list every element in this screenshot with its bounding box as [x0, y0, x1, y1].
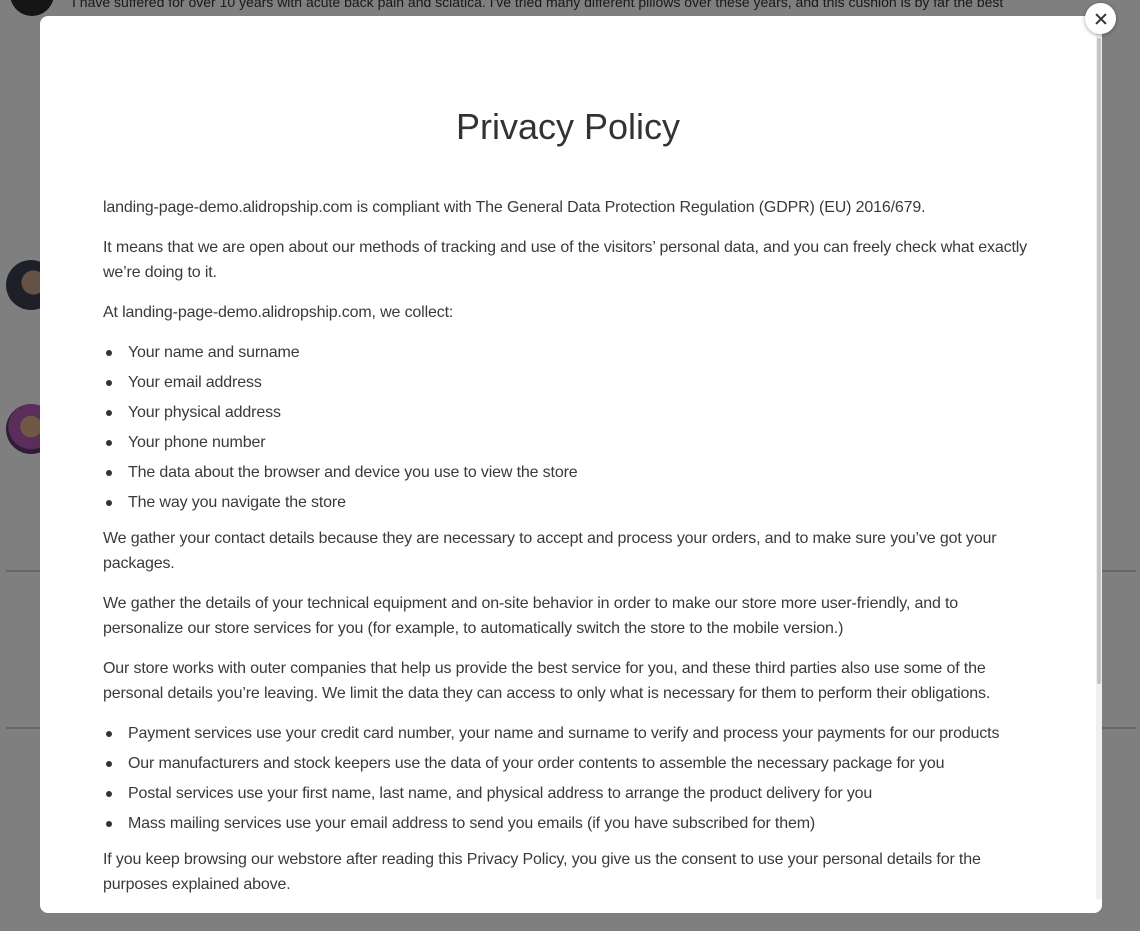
list-item: Your phone number	[103, 430, 1033, 455]
contact-details-paragraph: We gather your contact details because they are necessary to accept and process your orders, and to make sure you’ve got your packages.	[103, 530, 997, 572]
list-item: Your email address	[103, 370, 1033, 395]
third-party-list	[103, 721, 1033, 836]
modal-title: Privacy Policy	[455, 106, 681, 147]
means-paragraph: It means that we are open about our methods of tracking and use of the visitors’ personal data, and you can freely check what exactly we’re doing to it.	[103, 239, 1027, 281]
third-parties-paragraph: Our store works with outer companies that help us provide the best service for you, and these third parties also use some of the personal details you’re leaving. We limit the data they can access to only what is necessary for them to perform their obligations.	[103, 660, 991, 702]
list-item: Your name and surname	[103, 340, 1033, 365]
collect-intro-paragraph: At landing-page-demo.alidropship.com, we collect:	[103, 304, 454, 321]
technical-paragraph: We gather the details of your technical equipment and on-site behavior in order to make our store more user-friendly, and to personalize our store services for you (for example, to automatically switch the store to the mobile version.)	[103, 595, 959, 637]
list-item: The data about the browser and device you use to view the store	[103, 460, 1033, 485]
close-button[interactable]	[1085, 3, 1116, 34]
list-item: Your physical address	[103, 400, 1033, 425]
modal-content	[103, 16, 1033, 897]
consent-paragraph: If you keep browsing our webstore after reading this Privacy Policy, you give us the consent to use your personal details for the purposes explained above.	[103, 851, 981, 893]
collected-data-list	[103, 340, 1033, 515]
privacy-policy-modal	[40, 16, 1102, 913]
close-icon	[1095, 13, 1107, 25]
list-item: The way you navigate the store	[103, 490, 1033, 515]
list-item: Payment services use your credit card number, your name and surname to verify and process your payments for our products	[103, 721, 1033, 746]
intro-paragraph: landing-page-demo.alidropship.com is compliant with The General Data Protection Regulation (GDPR) (EU) 2016/679.	[103, 199, 926, 216]
modal-scrollbar-thumb[interactable]	[1097, 38, 1101, 684]
list-item: Postal services use your first name, last name, and physical address to arrange the product delivery for you	[103, 781, 1033, 806]
list-item: Our manufacturers and stock keepers use the data of your order contents to assemble the necessary package for you	[103, 751, 1033, 776]
list-item: Mass mailing services use your email address to send you emails (if you have subscribed for them)	[103, 811, 1033, 836]
